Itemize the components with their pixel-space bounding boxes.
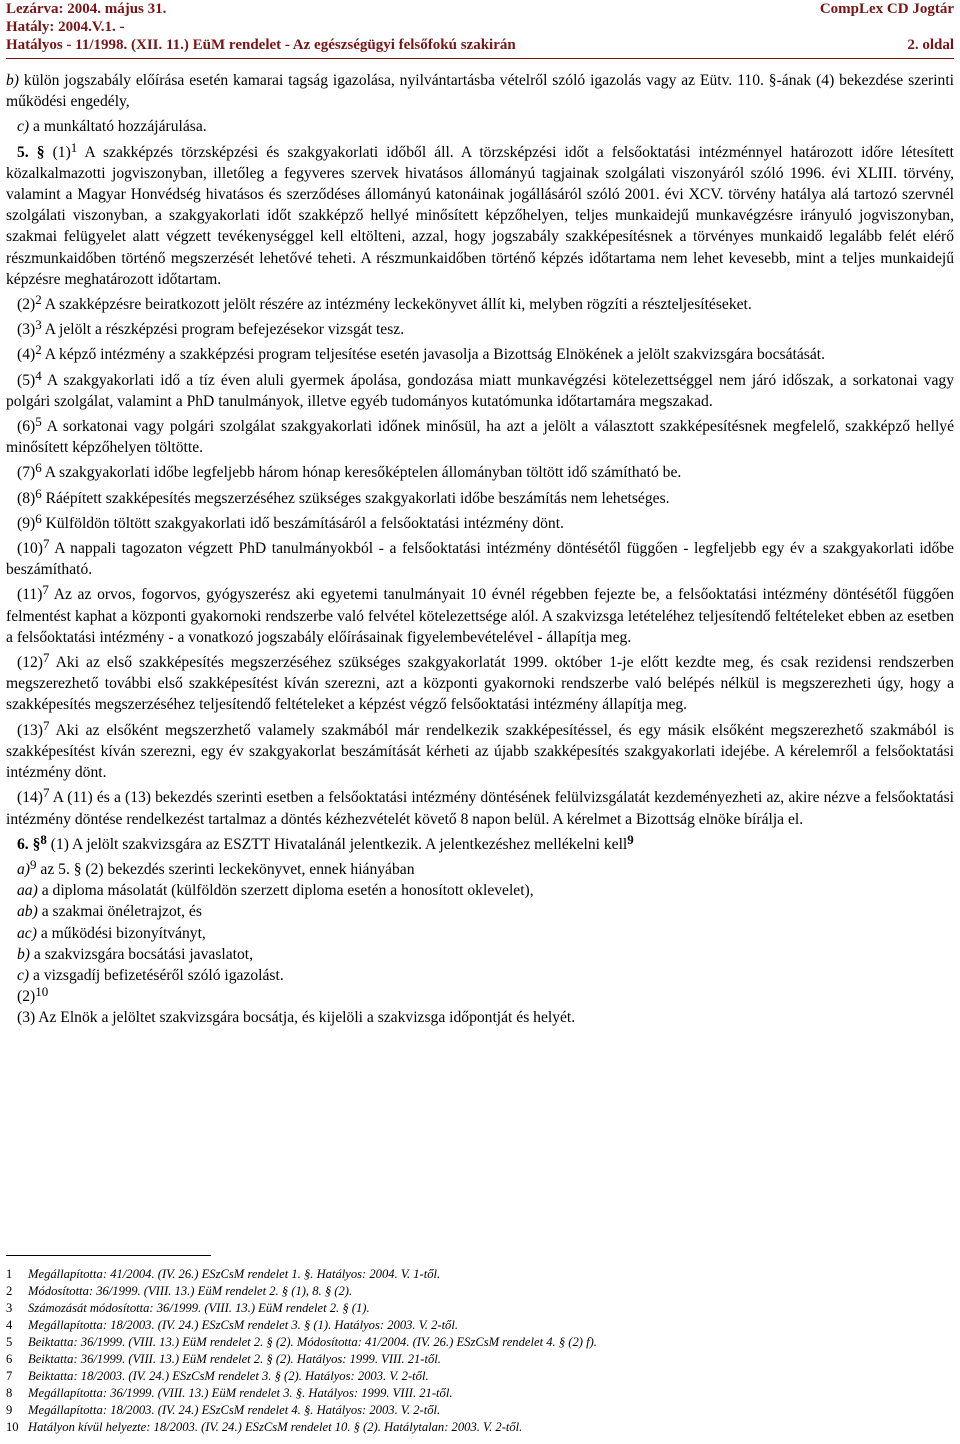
item-text: a működési bizonyítványt, [40, 924, 206, 942]
para-label: (8) [17, 489, 36, 507]
section-5-para-1 [6, 139, 954, 290]
section-5-para-12 [6, 652, 954, 716]
section-5-para-7 [6, 462, 954, 483]
para-text: Külföldön töltött szakgyakorlati idő beszámításáról a felsőoktatási intézmény dönt. [45, 514, 564, 532]
section-5-para-14 [6, 787, 954, 829]
section-6-para-3 [17, 1007, 954, 1028]
footnote-ref[interactable]: 9 [30, 856, 37, 872]
list-item-c [17, 965, 954, 986]
item-text: az 5. § (2) bekezdés szerinti leckekönyvet, ennek hiányában [40, 860, 415, 878]
footnote-text: Beiktatta: 18/2003. (IV. 24.) ESzCsM rendelet 3. § (2). Hatályos: 2003. V. 2-től. [28, 1369, 429, 1383]
footnote [6, 1334, 954, 1351]
item-letter: c) [17, 118, 30, 136]
section-number: 6. § [17, 835, 41, 853]
para-text: A jelölt a részképzési program befejezésekor vizsgát tesz. [44, 321, 405, 339]
footnote [6, 1368, 954, 1385]
footnote-text: Beiktatta: 36/1999. (VIII. 13.) EüM rendelet 2. § (2). Hatályos: 1999. VIII. 21-től. [28, 1352, 441, 1366]
item-letter: ab) [17, 903, 38, 921]
effect-date: Hatály: 2004.V.1. - [6, 19, 125, 35]
item-text: a szakmai önéletrajzot, és [41, 903, 202, 921]
section-5-para-5 [6, 367, 954, 412]
para-text: Az az orvos, fogorvos, gyógyszerész aki egyetemi tanulmányait 10 évnél régebben fejezte be, a felsőoktatási intézmény döntésétől függően felmentést kaphat a központi gyakornoki rendszerbe való felvétel kötelezettsége alól. A szakvizsga letételéhez teljesítendő feltételeket ebben az esetben a felsőoktatási intézmény - a vonatkozó jogszabály előírásainak figyelembevételével - állapítja meg. [6, 586, 955, 646]
footnote-ref[interactable]: 10 [35, 984, 49, 1000]
para-label: (7) [17, 464, 36, 482]
section-5-para-4 [6, 344, 954, 365]
para-label: (2) [17, 988, 36, 1006]
list-item-b [17, 944, 954, 965]
footnote [6, 1402, 954, 1419]
footnote [6, 1385, 954, 1402]
para-label: (12) [17, 654, 43, 672]
para-text: Aki az elsőként megszerzhető valamely szakmából már rendelkezik szakképesítéssel, és egy másik elsőként megszerezhető szakmából is szakképesítést kíván szerezni, egy év szakgyakorlat beszámítását kérheti az újabb szakképesítés szakgyakorlati idejébe. A kérelemről a felsőoktatási intézmény dönt. [6, 721, 954, 782]
para-label: (3) [17, 321, 36, 339]
para-text: A szakgyakorlati időbe legfeljebb három hónap keresőképtelen állományban töltött idő számítható be. [44, 464, 682, 482]
document-body [6, 70, 954, 1029]
footnote-text: Megállapította: 18/2003. (IV. 24.) ESzCsM rendelet 4. §. Hatályos: 2003. V. 2-től. [28, 1403, 441, 1417]
footnote-number: 7 [6, 1369, 13, 1383]
footnote-number: 9 [6, 1403, 13, 1417]
footnote-number: 3 [6, 1301, 13, 1315]
page-header [6, 0, 954, 54]
section-number: 5. § [17, 143, 45, 161]
item-letter: b) [6, 72, 19, 89]
section-5-para-11 [6, 584, 954, 648]
list-item-ac [17, 923, 954, 944]
para-text: A képző intézmény a szakképzési program teljesítése esetén javasolja a Bizottság Elnökének a jelölt szakvizsgára bocsátását. [44, 346, 825, 364]
section-5-para-3 [6, 319, 954, 340]
footnote-ref[interactable]: 7 [42, 536, 50, 552]
footnote-number: 5 [6, 1335, 13, 1349]
footnote [6, 1266, 954, 1283]
para-text: (1) A jelölt szakvizsgára az ESZTT Hivatalánál jelentkezik. A jelentkezéshez mellékelni kell [50, 835, 628, 853]
closed-date: Lezárva: 2004. május 31. [6, 1, 167, 17]
list-item-a [17, 856, 954, 880]
item-text: külön jogszabály előírása esetén kamarai tagság igazolása, nyilvántartásba vételről szóló igazolás vagy az Eütv. 110. §-ának (4) bekezdése szerinti működési engedély, [6, 72, 954, 111]
list-item-aa [17, 880, 954, 901]
footnote-number: 2 [6, 1284, 13, 1298]
footnote-number: 8 [6, 1386, 13, 1400]
footnote [6, 1317, 954, 1334]
footnote-divider [6, 1255, 211, 1256]
section-6-para-1 [6, 831, 954, 855]
para-label: (10) [17, 540, 43, 558]
list-item-ab [17, 901, 954, 922]
section-5-para-6 [6, 416, 954, 458]
item-letter: b) [17, 945, 30, 963]
footnote-ref[interactable]: 7 [42, 650, 50, 666]
footnote-text: Számozását módosította: 36/1999. (VIII. 13.) EüM rendelet 2. § (1). [28, 1301, 370, 1315]
footnote-text: Módosította: 36/1999. (VIII. 13.) EüM rendelet 2. § (1), 8. § (2). [28, 1284, 353, 1298]
document-title: Hatályos - 11/1998. (XII. 11.) EüM rendelet - Az egészségügyi felsőfokú szakirán [6, 37, 516, 53]
footnote-ref[interactable]: 1 [70, 139, 78, 155]
item-letter: c) [17, 966, 30, 984]
section-5-para-13 [6, 717, 954, 784]
item-text: a munkáltató hozzájárulása. [33, 118, 207, 136]
footnote-text: Megállapította: 36/1999. (VIII. 13.) EüM rendelet 3. §. Hatályos: 1999. VIII. 21-től. [28, 1386, 453, 1400]
item-text: a diploma másolatát (külföldön szerzett diploma esetén a honosított oklevelet), [41, 882, 534, 900]
footnote [6, 1419, 954, 1436]
para-label: (6) [17, 418, 36, 436]
para-label: (5) [17, 371, 36, 389]
footnote-text: Megállapította: 18/2003. (IV. 24.) ESzCsM rendelet 3. § (1). Hatályos: 2003. V. 2-től. [28, 1318, 459, 1332]
paragraph-4c [6, 116, 954, 137]
footnote-ref[interactable]: 6 [35, 485, 42, 501]
publisher-name: CompLex CD Jogtár [819, 1, 954, 17]
footnote [6, 1300, 954, 1317]
footnote-text: Beiktatta: 36/1999. (VIII. 13.) EüM rendelet 2. § (2). Módosította: 41/2004. (IV. 26.) ESzCsM rendelet 4. § (2) f). [28, 1335, 597, 1349]
header-divider [6, 58, 954, 59]
para-text: A szakképzésre beiratkozott jelölt részére az intézmény leckekönyvet állít ki, melyben rögzíti a részteljesítéseket. [44, 296, 752, 314]
para-label: (11) [17, 586, 43, 604]
footnote-ref[interactable]: 7 [42, 785, 50, 801]
item-letter: aa) [17, 882, 38, 900]
para-text: A szakképzés törzsképzési és szakgyakorlati időből áll. A törzsképzési időt a felsőoktatási intézménnyel határozott időre létesített közalkalmazotti jogviszonyban, illetőleg a fegyveres szervek hivatásos állományú tagjainak szolgálati viszonyáról szóló 1996. évi XLIII. törvény, valamint a Magyar Honvédség hivatásos és szerződéses állományú katonáinak jogállásáról szóló 2001. évi XCV. törvény hatálya alá tartozó szervnél szolgálati viszonyban, a szakgyakorlati időt szakképző hellyé minősített képzőhelyen, teljes munkaidejű munkavégzésre irányuló jogviszonyban, szakmai felügyelet alatt végzett tevékenységgel kell eltölteni, azzal, hogy jogszabály szakképesítésnek a törvényes munkaidő legalább felét elérő részmunkaidőben történő megszerzését lehetővé teheti. A részmunkaidőben történő képzés időtartama nem lehet kevesebb, mint a teljes munkaidejű képzésre meghatározott időtartam. [6, 143, 954, 288]
para-text: (3) Az Elnök a jelöltet szakvizsgára bocsátja, és kijelöli a szakvizsga időpontját és helyét. [17, 1009, 576, 1027]
footnote-number: 10 [6, 1420, 19, 1434]
footnote-text: Hatályon kívül helyezte: 18/2003. (IV. 24.) ESzCsM rendelet 10. § (2). Hatálytalan: 2003. V. 2-től. [28, 1420, 523, 1434]
footnote-ref[interactable]: 6 [35, 460, 42, 476]
footnote-ref[interactable]: 6 [35, 510, 42, 526]
footnote-ref[interactable]: 4 [35, 367, 42, 383]
footnote-text: Megállapította: 41/2004. (IV. 26.) ESzCsM rendelet 1. §. Hatályos: 2004. V. 1-től. [28, 1267, 441, 1281]
footnote-ref[interactable]: 7 [42, 582, 49, 598]
para-label: (14) [17, 789, 43, 807]
footnote-ref[interactable]: 2 [35, 342, 42, 358]
item-text: a vizsgadíj befizetéséről szóló igazolást. [33, 966, 284, 984]
section-5-para-2 [6, 294, 954, 315]
footnote-ref[interactable]: 2 [35, 292, 42, 308]
item-text: a szakvizsgára bocsátási javaslatot, [33, 945, 253, 963]
footnotes [6, 1266, 954, 1436]
footnote [6, 1351, 954, 1368]
para-label: (2) [17, 296, 36, 314]
footnote-ref[interactable]: 5 [35, 414, 42, 430]
section-5-para-10 [6, 538, 954, 580]
para-text: A sorkatonai vagy polgári szolgálat szakgyakorlati időnek minősül, ha azt a jelölt a választott szakképesítésnek megfelelő, szakképző hellyé minősített képzőhelyen töltötte. [6, 418, 954, 457]
footnote-ref[interactable]: 7 [42, 717, 50, 733]
para-text: Aki az első szakképesítés megszerzéséhez szükséges szakgyakorlatát 1999. október 1-je előtt kezdte meg, és csak rezidensi rendszerben megszerezhető további első szakképesítést kíván szerezni, azt a központi gyakornoki rendszerbe való belépés nélkül is megszerezheti úgy, hogy a szakképesítés megszerzéséhez teljesítendő feltételeket a képzést végző felsőoktatási intézmény állapítja meg. [6, 654, 954, 714]
item-letter: a) [17, 860, 30, 878]
footnote-ref[interactable]: 8 [40, 831, 47, 847]
para-label: (1) [52, 143, 71, 161]
page-number: 2. oldal [907, 37, 954, 53]
para-label: (13) [17, 721, 43, 739]
section-5-para-9 [6, 510, 954, 534]
attachment-list [6, 856, 954, 1029]
para-text: Ráépített szakképesítés megszerzéséhez szükséges szakgyakorlati időbe beszámítás nem lehetséges. [45, 489, 670, 507]
footnote [6, 1283, 954, 1300]
para-text: A nappali tagozaton végzett PhD tanulmányokból - a felsőoktatási intézmény döntésétől függően - legfeljebb egy év a szakgyakorlati időbe beszámítható. [6, 540, 954, 579]
footnote-ref[interactable]: 3 [35, 317, 42, 333]
section-5-para-8 [6, 485, 954, 509]
item-letter: ac) [17, 924, 37, 942]
para-label: (9) [17, 514, 36, 532]
para-label: (4) [17, 346, 36, 364]
para-text: A szakgyakorlati idő a tíz éven aluli gyermek ápolása, gondozása miatt munkavégzési kötelezettséggel nem járó időszak, a sorkatonai vagy polgári szolgálat, valamint a PhD tanulmányok, illetve egyéb tudományos kutatómunka időtartamára megszakad. [6, 371, 954, 410]
paragraph-4b [6, 70, 954, 112]
footnote-ref[interactable]: 9 [627, 831, 634, 847]
section-6-para-2 [17, 986, 954, 1007]
para-text: A (11) és a (13) bekezdés szerinti esetben a felsőoktatási intézmény döntésének felülvizsgálatát kezdeményezheti az, akire nézve a felsőoktatási intézmény döntése rendelkezést tartalmaz a döntés kézhezvételét követő 8 napon belül. A kérelmet a Bizottság elnöke bírálja el. [6, 789, 954, 828]
footnote-number: 4 [6, 1318, 13, 1332]
footnote-number: 1 [6, 1267, 13, 1281]
footnote-number: 6 [6, 1352, 13, 1366]
